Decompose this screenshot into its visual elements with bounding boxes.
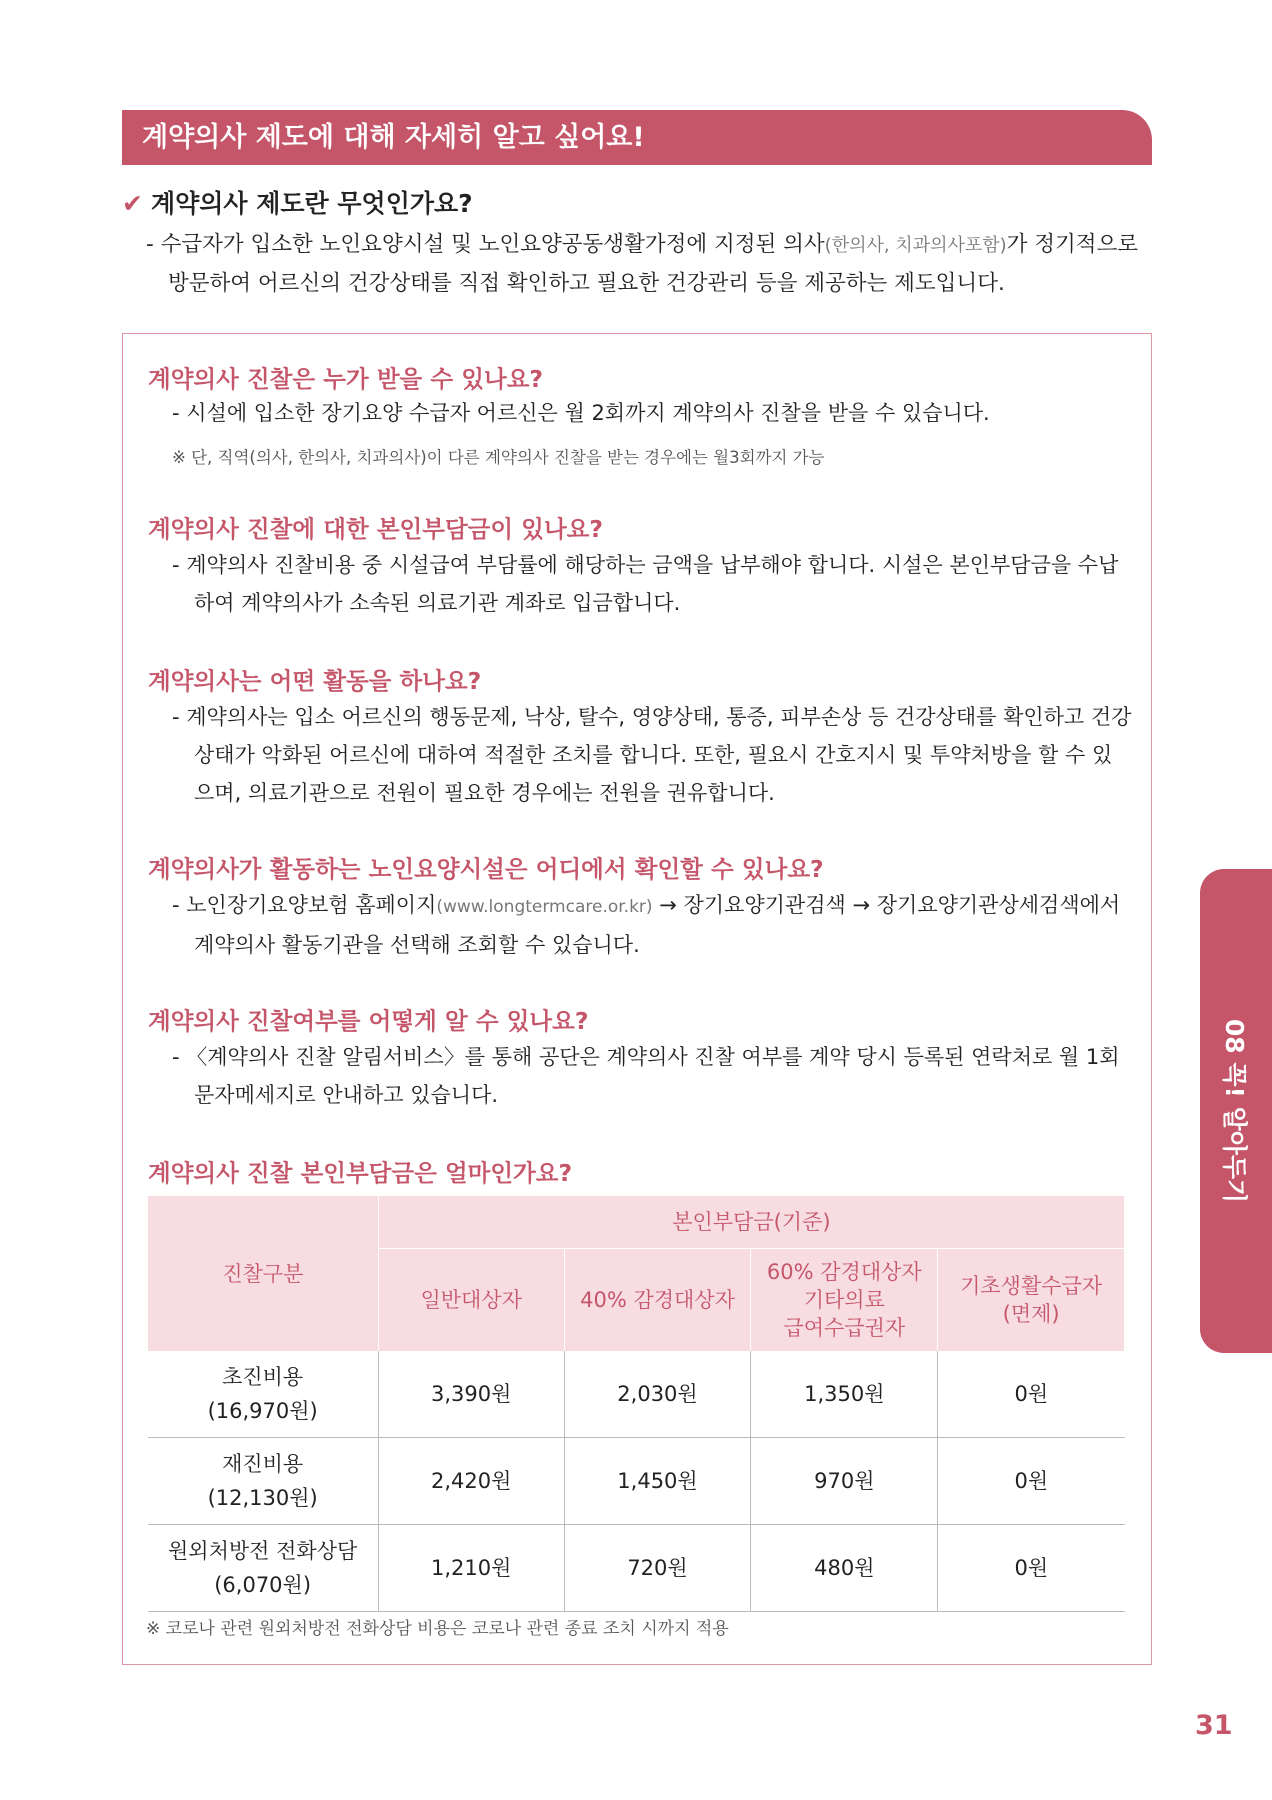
faq-title-activity: 계약의사는 어떤 활동을 하나요? <box>148 667 482 695</box>
table-cell-category: 원외처방전 전화상담 (6,070원) <box>148 1525 379 1612</box>
table-cell: 2,030원 <box>564 1351 751 1438</box>
table-header-60pct: 60% 감경대상자 기타의료 급여수급권자 <box>751 1249 938 1352</box>
table-header-group: 본인부담금(기준) <box>378 1196 1124 1249</box>
table-cell: 0원 <box>938 1351 1125 1438</box>
table-cell: 1,350원 <box>751 1351 938 1438</box>
table-cell-category: 재진비용 (12,130원) <box>148 1438 379 1525</box>
table-cell: 1,210원 <box>378 1525 564 1612</box>
table-cell: 1,450원 <box>564 1438 751 1525</box>
table-header-basic: 기초생활수급자 (면제) <box>938 1249 1125 1352</box>
table-row <box>148 1525 1125 1612</box>
chapter-side-tab-label: 08 꼭! 알아두기 <box>1220 1018 1249 1204</box>
table-cell: 720원 <box>564 1525 751 1612</box>
intro-question-text: 계약의사 제도란 무엇인가요? <box>150 189 473 218</box>
intro-answer-small: (한의사, 치과의사포함) <box>824 235 1007 256</box>
faq-title-who: 계약의사 진찰은 누가 받을 수 있나요? <box>148 365 544 393</box>
intro-answer-part1: - 수급자가 입소한 노인요양시설 및 노인요양공동생활가정에 지정된 의사 <box>146 232 825 257</box>
faq-note-who: ※ 단, 직역(의사, 한의사, 치과의사)이 다른 계약의사 진찰을 받는 경우에는 월3회까지 가능 <box>172 448 825 467</box>
faq-title-where: 계약의사가 활동하는 노인요양시설은 어디에서 확인할 수 있나요? <box>148 855 824 883</box>
copay-table <box>147 1196 1125 1612</box>
faq-body-where-part2: → 장기요양기관검색 → 장기요양기관상세검색에서 계약의사 활동기관을 선택해 조회할 수 있습니다. <box>194 893 1121 957</box>
faq-body-where-part1: - 노인장기요양보험 홈페이지 <box>172 893 437 917</box>
faq-title-cost: 계약의사 진찰 본인부담금은 얼마인가요? <box>148 1159 573 1187</box>
section-header-bar <box>122 110 1152 165</box>
faq-body-copay-text: - 계약의사 진찰비용 중 시설급여 부담률에 해당하는 금액을 납부해야 합니다. 시설은 본인부담금을 수납하여 계약의사가 소속된 의료기관 계좌로 입금합니다. <box>172 553 1119 615</box>
faq-body-where-url: (www.longtermcare.or.kr) <box>436 897 653 917</box>
faq-title-copay: 계약의사 진찰에 대한 본인부담금이 있나요? <box>148 515 603 543</box>
table-cell: 0원 <box>938 1438 1125 1525</box>
table-cell: 2,420원 <box>378 1438 564 1525</box>
faq-title-notify: 계약의사 진찰여부를 어떻게 알 수 있나요? <box>148 1007 589 1035</box>
table-cell: 970원 <box>751 1438 938 1525</box>
page-number: 31 <box>1195 1710 1233 1741</box>
checkmark-icon: ✔ <box>122 189 143 218</box>
chapter-side-tab[interactable] <box>1200 869 1272 1353</box>
faq-body-who-text: - 시설에 입소한 장기요양 수급자 어르신은 월 2회까지 계약의사 진찰을 받을 수 있습니다. <box>172 401 990 425</box>
table-header-category: 진찰구분 <box>148 1196 379 1351</box>
intro-answer <box>146 226 1156 303</box>
table-cell: 0원 <box>938 1525 1125 1612</box>
intro-question <box>122 184 473 220</box>
table-cell: 480원 <box>751 1525 938 1612</box>
table-footnote: ※ 코로나 관련 원외처방전 전화상담 비용은 코로나 관련 종료 조치 시까지 적용 <box>146 1619 729 1639</box>
faq-body-copay <box>172 546 1132 622</box>
faq-body-notify <box>172 1038 1132 1114</box>
table-row <box>148 1351 1125 1438</box>
faq-body-who <box>172 394 1132 432</box>
table-header-general: 일반대상자 <box>378 1249 564 1352</box>
table-header-40pct: 40% 감경대상자 <box>564 1249 751 1352</box>
section-header-title: 계약의사 제도에 대해 자세히 알고 싶어요! <box>142 122 645 153</box>
table-cell-category: 초진비용 (16,970원) <box>148 1351 379 1438</box>
faq-body-where <box>172 886 1132 964</box>
intro-answer-part2: 가 정기적으로 방문하여 어르신의 건강상태를 직접 확인하고 필요한 건강관리 등을 제공하는 제도입니다. <box>168 232 1139 296</box>
faq-body-activity <box>172 698 1132 812</box>
table-row <box>148 1438 1125 1525</box>
faq-body-activity-text: - 계약의사는 입소 어르신의 행동문제, 낙상, 탈수, 영양상태, 통증, 피부손상 등 건강상태를 확인하고 건강상태가 악화된 어르신에 대하여 적절한 조치를 합니다. 또한, 필요시 간호지시 및 투약처방을 할 수 있으며, 의료기관으로 전원이 필요한 경우에는 전원을 권유합니다. <box>172 705 1132 805</box>
table-cell: 3,390원 <box>378 1351 564 1438</box>
faq-body-notify-text: - 〈계약의사 진찰 알림서비스〉를 통해 공단은 계약의사 진찰 여부를 계약 당시 등록된 연락처로 월 1회 문자메세지로 안내하고 있습니다. <box>172 1045 1120 1107</box>
